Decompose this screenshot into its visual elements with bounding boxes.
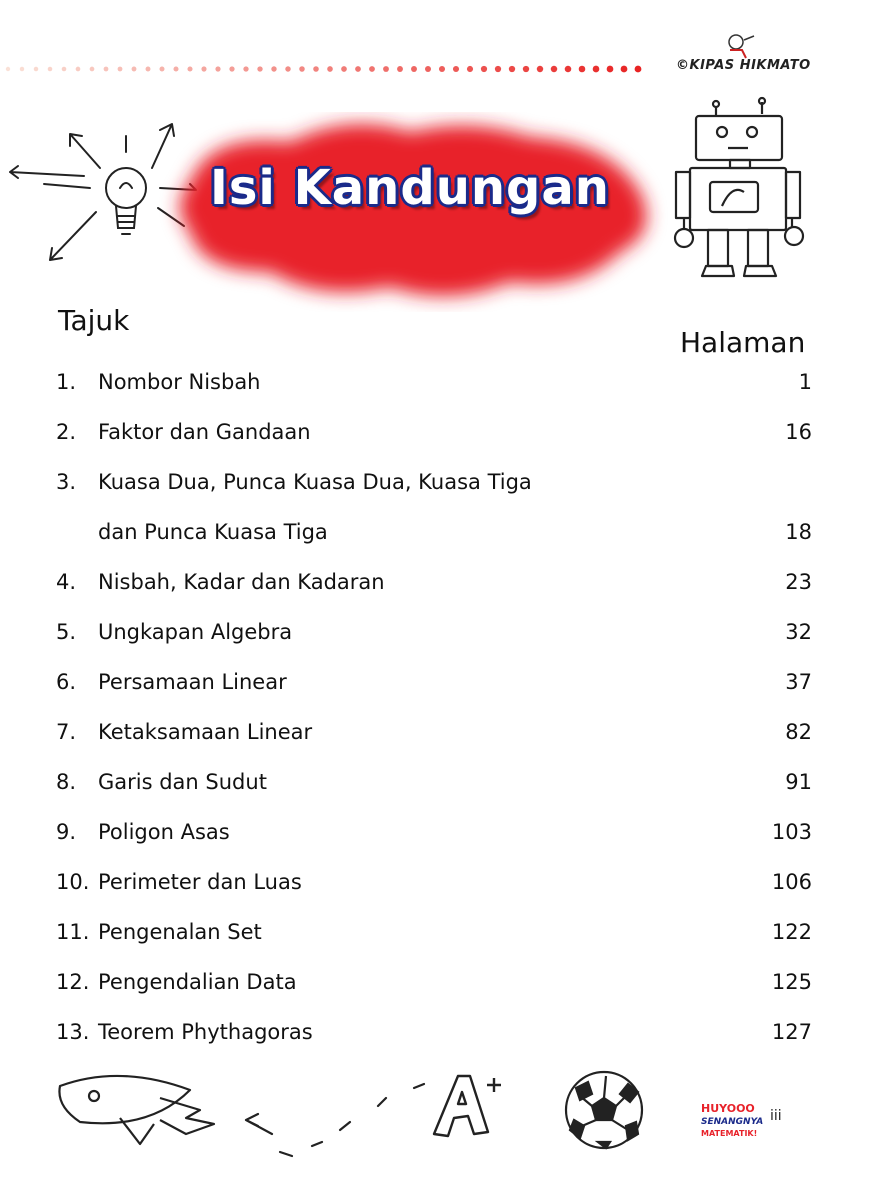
brand-name: ©KIPAS HIKMATO	[676, 58, 811, 73]
rule-dot	[257, 66, 262, 71]
rule-dot	[201, 66, 206, 71]
toc-page: 1	[798, 370, 812, 394]
toc-row	[56, 510, 812, 560]
toc-page: 122	[771, 920, 812, 944]
toc-page: 103	[771, 820, 812, 844]
rule-dot	[20, 67, 24, 71]
toc-row	[56, 910, 812, 960]
rule-dot	[537, 66, 543, 72]
toc-number: 6.	[56, 670, 77, 694]
soccer-ball-icon	[566, 1072, 642, 1148]
toc-number: 5.	[56, 620, 77, 644]
toc-title: Nisbah, Kadar dan Kadaran	[98, 570, 385, 594]
rule-dot	[355, 66, 361, 72]
rule-dot	[243, 66, 248, 71]
toc-number: 10.	[56, 870, 90, 894]
badge-line-3: MATEMATIK!	[701, 1129, 758, 1138]
toc-row	[56, 760, 812, 810]
footer-doodles	[0, 1060, 690, 1170]
rule-dot	[132, 67, 137, 72]
toc-title: Pengenalan Set	[98, 920, 262, 944]
toc-page: 91	[785, 770, 812, 794]
rule-dot	[62, 67, 67, 72]
rule-dot	[551, 66, 557, 72]
rule-dot	[397, 66, 403, 72]
toc-number: 2.	[56, 420, 77, 444]
toc-page: 127	[771, 1020, 812, 1044]
rule-dot	[481, 66, 487, 72]
rule-dot	[453, 66, 459, 72]
toc-row	[56, 560, 812, 610]
logo-badge	[698, 1100, 764, 1144]
toc-page: 106	[771, 870, 812, 894]
toc-title: Pengendalian Data	[98, 970, 297, 994]
toc-page: 18	[785, 520, 812, 544]
toc-page: 37	[785, 670, 812, 694]
toc-row	[56, 610, 812, 660]
toc-title: Kuasa Dua, Punca Kuasa Dua, Kuasa Tiga	[98, 470, 532, 494]
toc-page: 82	[785, 720, 812, 744]
rule-dot	[495, 66, 501, 72]
toc-row	[56, 1010, 812, 1060]
toc-row	[56, 360, 812, 410]
toc-number: 3.	[56, 470, 77, 494]
brand-mascot-icon	[722, 32, 756, 60]
rule-dot	[48, 67, 53, 72]
page-title: Isi Kandungan	[210, 160, 610, 216]
rule-dot	[593, 66, 600, 73]
toc-title: Nombor Nisbah	[98, 370, 261, 394]
rule-dot	[509, 66, 515, 72]
toc-number: 12.	[56, 970, 90, 994]
toc-page: 32	[785, 620, 812, 644]
toc-number: 8.	[56, 770, 77, 794]
rule-dot	[229, 66, 234, 71]
column-header-page: Halaman	[680, 326, 806, 359]
badge-line-1: HUYOOO	[701, 1102, 755, 1115]
toc-title: Faktor dan Gandaan	[98, 420, 311, 444]
rule-dot	[579, 66, 586, 73]
toc-title: Ketaksamaan Linear	[98, 720, 313, 744]
toc-row	[56, 660, 812, 710]
toc-number: 13.	[56, 1020, 90, 1044]
toc-number: 7.	[56, 720, 77, 744]
rule-dot	[467, 66, 473, 72]
rule-dot	[76, 67, 81, 72]
column-header-topic: Tajuk	[58, 304, 130, 337]
rule-dot	[621, 66, 628, 73]
rule-dot	[383, 66, 389, 72]
toc-title: Poligon Asas	[98, 820, 230, 844]
rule-dot	[341, 66, 347, 72]
rule-dot	[118, 67, 123, 72]
rule-dot	[146, 67, 151, 72]
rule-dot	[6, 67, 10, 71]
rule-dot	[369, 66, 375, 72]
rule-dot	[187, 66, 192, 71]
toc-row	[56, 960, 812, 1010]
toc-number: 1.	[56, 370, 77, 394]
toc-page: 23	[785, 570, 812, 594]
rule-dot	[327, 66, 333, 72]
rule-dot	[565, 66, 572, 73]
toc-row	[56, 410, 812, 460]
toc-page: 125	[771, 970, 812, 994]
toc-number: 4.	[56, 570, 77, 594]
toc-title: Perimeter dan Luas	[98, 870, 302, 894]
rule-dot	[299, 66, 305, 72]
toc-row	[56, 810, 812, 860]
toc-title: Garis dan Sudut	[98, 770, 267, 794]
toc-title: dan Punca Kuasa Tiga	[98, 520, 328, 544]
robot-icon	[672, 96, 812, 286]
badge-line-2: SENANGNYA	[701, 1117, 764, 1127]
toc-number: 11.	[56, 920, 90, 944]
rule-dot	[411, 66, 417, 72]
toc-title: Persamaan Linear	[98, 670, 287, 694]
rule-dot	[439, 66, 445, 72]
rule-dot	[635, 66, 642, 73]
rule-dot	[90, 67, 95, 72]
rule-dot	[425, 66, 431, 72]
rule-dot	[523, 66, 529, 72]
rule-dot	[215, 66, 220, 71]
rule-dot	[285, 66, 290, 71]
page-number: iii	[770, 1108, 782, 1124]
toc-row	[56, 460, 812, 510]
toc-row	[56, 860, 812, 910]
rule-dot	[160, 67, 165, 72]
toc-page: 16	[785, 420, 812, 444]
rule-dot	[271, 66, 276, 71]
toc-title: Teorem Phythagoras	[98, 1020, 313, 1044]
rule-dot	[34, 67, 39, 72]
toc-number: 9.	[56, 820, 77, 844]
toc-title: Ungkapan Algebra	[98, 620, 293, 644]
rule-dot	[173, 66, 178, 71]
rocket-icon	[59, 1076, 214, 1144]
dashed-path	[246, 1084, 424, 1156]
rule-dot	[104, 67, 109, 72]
toc-row	[56, 710, 812, 760]
table-of-contents	[56, 360, 812, 1060]
rule-dot	[607, 66, 614, 73]
dotted-rule	[0, 62, 660, 76]
a-plus-icon	[434, 1076, 501, 1136]
rule-dot	[313, 66, 319, 72]
